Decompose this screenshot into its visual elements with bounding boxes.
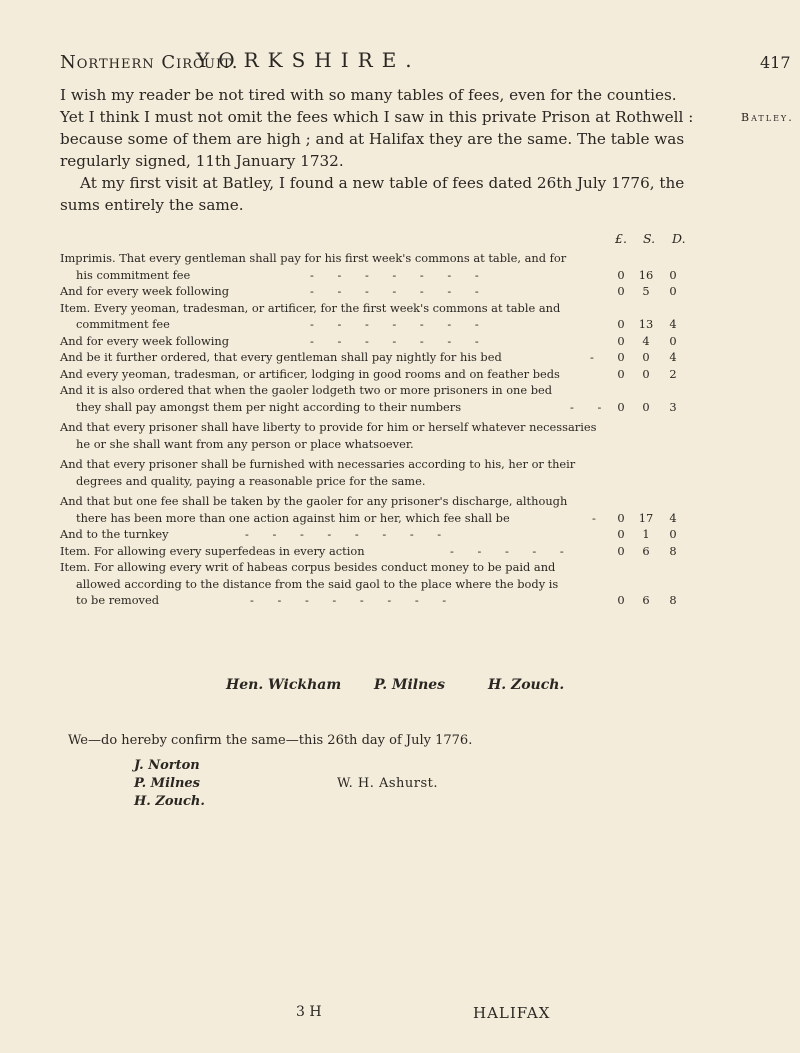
pounds-value: 0 — [617, 267, 625, 282]
fee-row — [60, 419, 750, 452]
pounds-value: 0 — [617, 510, 625, 525]
leader-dots: - - - - - - - — [310, 317, 489, 331]
pence-value: 8 — [669, 593, 677, 607]
signer-milnes: P. Milnes — [134, 776, 200, 791]
text-line: sums entirely the same. — [60, 196, 244, 214]
leader-dots: - - - - - - - — [310, 267, 489, 282]
fee-text: Item. For allowing every writ of habeas corpus besides conduct money to be paid and — [60, 560, 556, 574]
fee-text: they shall pay amongst them per night according to their numbers — [76, 399, 462, 414]
leader-dots: - - - - - — [450, 543, 574, 558]
fee-text: And it is also ordered that when the gaoler lodgeth two or more prisoners in one bed — [60, 383, 553, 397]
text-line: because some of them are high ; and at Halifax they are the same. The table was — [60, 130, 685, 148]
fee-row — [60, 526, 750, 543]
page-number: 417 — [760, 53, 791, 72]
leader-dots: - - - - - - - — [310, 333, 489, 348]
pounds-value: 0 — [617, 333, 625, 348]
pounds-value: 0 — [617, 317, 625, 331]
shillings-value: 1 — [642, 527, 650, 541]
fee-text: allowed according to the distance from the said gaol to the place where the body is — [76, 576, 559, 591]
fee-text: there has been more than one action against him or her, which fee shall be — [76, 510, 510, 525]
running-header-county: YORKSHIRE. — [196, 48, 421, 72]
pence-value: 4 — [669, 510, 677, 525]
fee-text: Imprimis. That every gentleman shall pay for his first week's commons at table, and for — [60, 251, 567, 265]
fee-row — [60, 333, 750, 350]
pounds-value: 0 — [617, 350, 625, 364]
pounds-value: 0 — [617, 366, 625, 381]
pounds-header: £. — [615, 231, 627, 246]
signer-norton: J. Norton — [134, 758, 200, 773]
leader-dots: - - — [570, 399, 612, 414]
signer-zouch: H. Zouch. — [134, 794, 205, 809]
shillings-value: 13 — [638, 317, 654, 331]
fee-table — [60, 250, 750, 609]
text-line: I wish my reader be not tired with so many tables of fees, even for the counties. — [60, 86, 677, 104]
shillings-value: 6 — [642, 543, 650, 558]
fee-row — [60, 300, 750, 333]
shillings-value: 0 — [642, 350, 650, 364]
fee-text: And be it further ordered, that every gentleman shall pay nightly for his bed — [60, 350, 502, 364]
fee-text: his commitment fee — [76, 267, 191, 282]
shillings-value: 0 — [642, 366, 650, 381]
shillings-header: S. — [643, 231, 656, 246]
fee-text: And that every prisoner shall have liberty to provide for him or herself whatever necessaries — [60, 420, 597, 434]
pence-value: 0 — [669, 333, 677, 348]
pence-value: 0 — [669, 267, 677, 282]
pounds-value: 0 — [617, 284, 625, 298]
pence-value: 4 — [669, 350, 677, 364]
leader-dots: - — [590, 350, 604, 364]
fee-row — [60, 250, 750, 283]
confirmation-text: We—do hereby confirm the same—this 26th day of July 1776. — [68, 733, 473, 748]
fee-row — [60, 456, 750, 489]
margin-note-batley: Batley. — [741, 111, 794, 124]
pounds-value: 0 — [617, 527, 625, 541]
fee-row — [60, 349, 750, 366]
catchword: HALIFAX — [473, 1004, 551, 1022]
pounds-value: 0 — [617, 593, 625, 607]
fee-text: commitment fee — [76, 317, 170, 331]
fee-text: And that every prisoner shall be furnished with necessaries according to his, her or their — [60, 457, 576, 471]
fee-text: Item. For allowing every superfedeas in every action — [60, 543, 365, 558]
fee-text: And to the turnkey — [60, 527, 169, 541]
fee-text: And every yeoman, tradesman, or artificer, lodging in good rooms and on feather beds — [60, 366, 560, 381]
fee-text: he or she shall want from any person or place whatsoever. — [76, 436, 414, 451]
fee-text: Item. Every yeoman, tradesman, or artificer, for the first week's commons at table and — [60, 300, 561, 315]
pence-value: 0 — [669, 284, 677, 298]
text-line: At my first visit at Batley, I found a new table of fees dated 26th July 1776, the — [80, 174, 685, 192]
shillings-value: 5 — [642, 284, 650, 298]
fee-text: degrees and quality, paying a reasonable price for the same. — [76, 473, 426, 488]
shillings-value: 16 — [638, 267, 654, 282]
text-line: regularly signed, 11th January 1732. — [60, 152, 344, 170]
pence-header: D. — [672, 231, 686, 246]
shillings-value: 6 — [642, 593, 650, 607]
fee-row — [60, 366, 750, 383]
leader-dots: - - - - - - - - — [250, 593, 457, 607]
shillings-value: 4 — [642, 333, 650, 348]
pence-value: 2 — [669, 366, 677, 381]
leader-dots: - — [592, 510, 606, 525]
running-header-circuit: Northern Circuit. — [60, 52, 239, 73]
signature-wickham: Hen. Wickham — [226, 677, 342, 693]
leader-dots: - - - - - - - - — [245, 527, 452, 541]
fee-text: And for every week following — [60, 284, 230, 298]
batley-paragraph — [60, 172, 740, 216]
pence-value: 4 — [669, 317, 677, 331]
pence-value: 3 — [669, 399, 677, 414]
fee-row — [60, 559, 750, 609]
fee-text: to be removed — [76, 593, 160, 607]
fee-text: And that but one fee shall be taken by the gaoler for any prisoner's discharge, although — [60, 494, 568, 508]
signature-zouch: H. Zouch. — [488, 677, 565, 693]
shillings-value: 0 — [642, 399, 650, 414]
signature-milnes: P. Milnes — [374, 677, 446, 693]
signer-ashurst: W. H. Ashurst. — [337, 776, 439, 791]
fee-row — [60, 493, 750, 526]
fee-text: And for every week following — [60, 333, 230, 348]
shillings-value: 17 — [638, 510, 654, 525]
pence-value: 8 — [669, 543, 677, 558]
signature-mark: 3 H — [296, 1004, 322, 1020]
fee-row — [60, 543, 750, 560]
pounds-value: 0 — [617, 399, 625, 414]
fee-row — [60, 382, 750, 415]
pence-value: 0 — [669, 527, 677, 541]
leader-dots: - - - - - - - — [310, 284, 489, 298]
fee-row — [60, 283, 750, 300]
pounds-value: 0 — [617, 543, 625, 558]
intro-paragraph — [60, 84, 740, 172]
text-line: Yet I think I must not omit the fees which I saw in this private Prison at Rothwell : — [60, 108, 694, 126]
